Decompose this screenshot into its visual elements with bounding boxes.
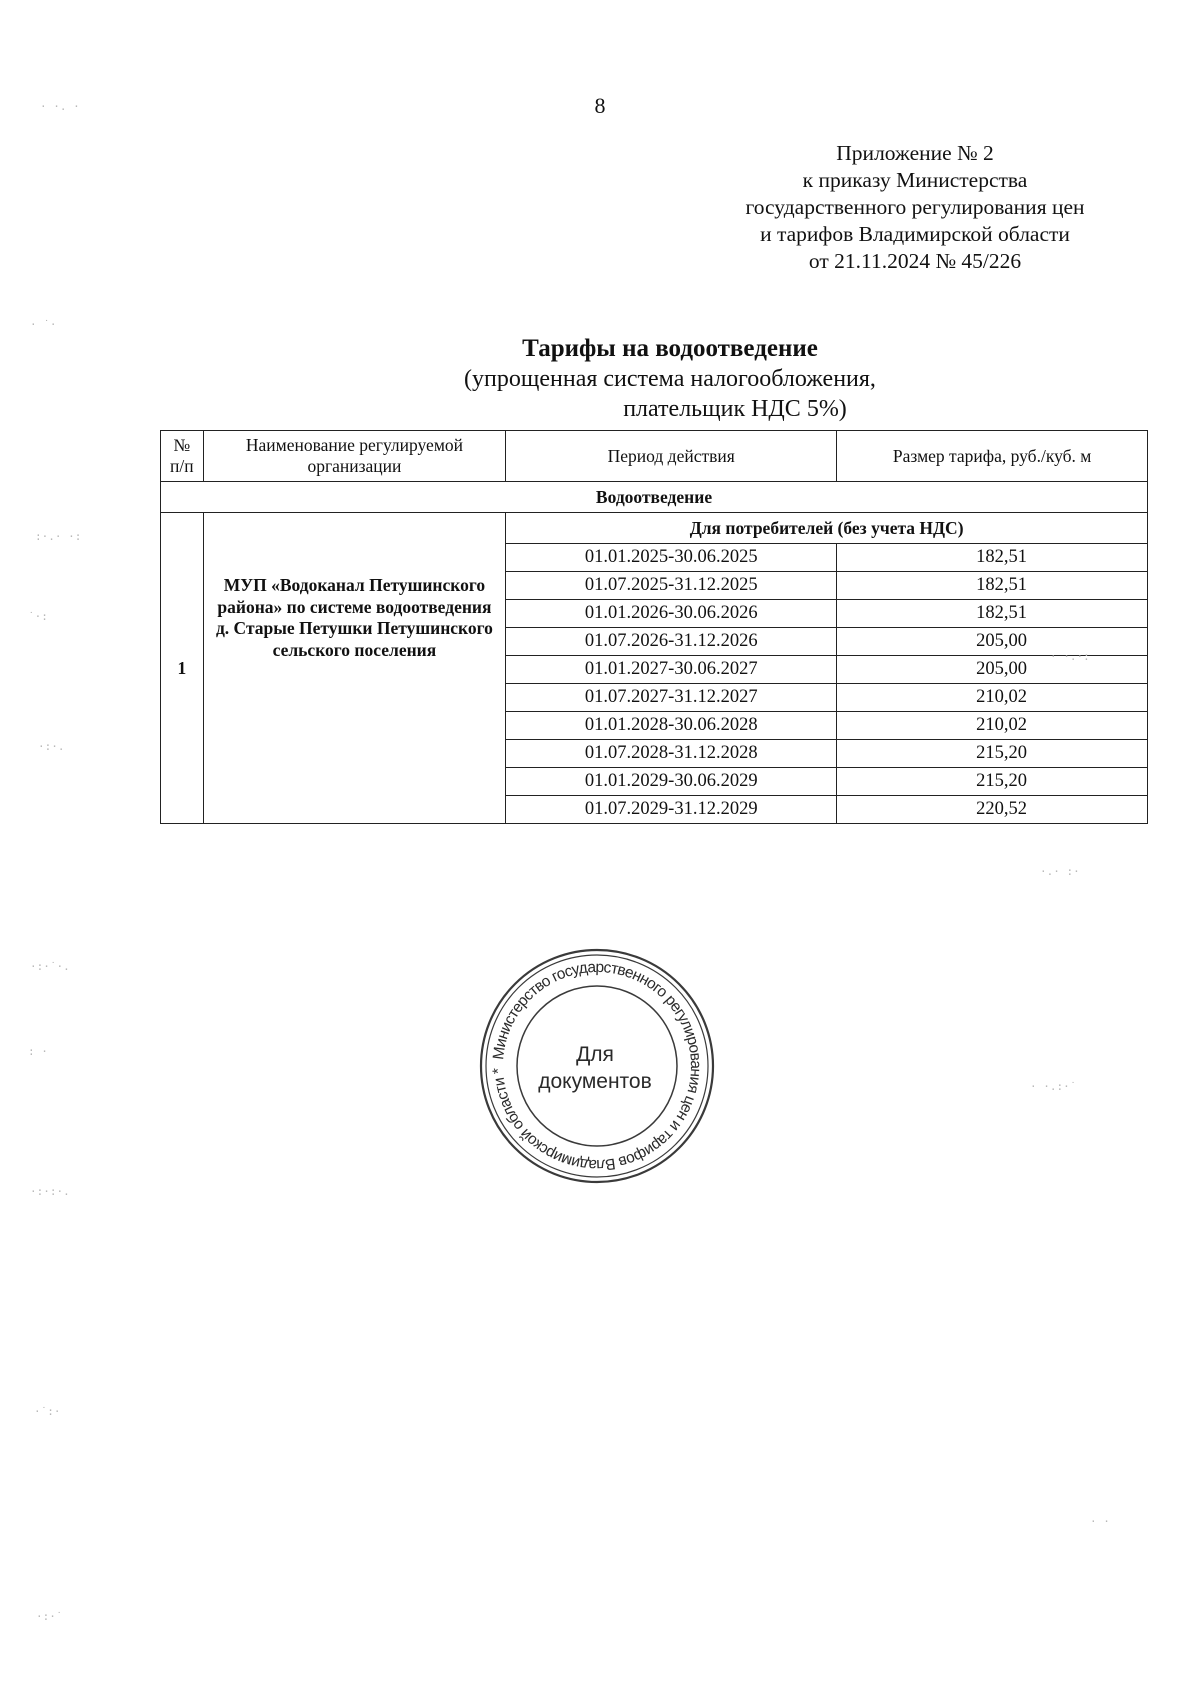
scan-speck: · · xyxy=(1090,1515,1110,1528)
appendix-line: государственного регулирования цен xyxy=(745,195,1085,219)
tariff-cell: 182,51 xyxy=(837,600,1148,628)
period-cell: 01.01.2029-30.06.2029 xyxy=(506,768,837,796)
scan-speck: ·:·:·. xyxy=(30,1185,70,1198)
tariff-table xyxy=(160,430,1148,824)
scan-speck: · ·. · xyxy=(40,100,80,113)
subheader-row xyxy=(161,513,1148,544)
official-seal xyxy=(477,946,717,1186)
header-number: № п/п xyxy=(161,431,204,482)
header-tariff: Размер тарифа, руб./куб. м xyxy=(837,431,1148,482)
header-organization: Наименование регулируемой организации xyxy=(203,431,506,482)
scan-speck: ·˙:· xyxy=(34,1405,61,1418)
row-number: 1 xyxy=(161,513,204,824)
period-cell: 01.07.2027-31.12.2027 xyxy=(506,684,837,712)
organization-name: МУП «Водоканал Петушинского района» по системе водоотведения д. Старые Петушки Петушинского сельского поселения xyxy=(203,513,506,824)
scan-speck: ·.· :· xyxy=(1040,865,1080,878)
document-subtitle-line-1: (упрощенная система налогообложения, xyxy=(464,366,876,392)
appendix-line: Приложение № 2 xyxy=(836,141,994,165)
tariff-cell: 205,00 xyxy=(837,656,1148,684)
tariff-cell: 210,02 xyxy=(837,684,1148,712)
scan-speck: · ·.:·˙ xyxy=(1030,1080,1077,1093)
consumer-subheader: Для потребителей (без учета НДС) xyxy=(506,513,1148,544)
tariff-cell: 215,20 xyxy=(837,740,1148,768)
seal-ring-text-path: Министерство государственного регулирования цен и тарифов Владимирской области * xyxy=(489,958,705,1174)
tariff-cell: 215,20 xyxy=(837,768,1148,796)
appendix-reference xyxy=(700,140,1130,275)
tariff-cell: 205,00 xyxy=(837,628,1148,656)
period-cell: 01.07.2028-31.12.2028 xyxy=(506,740,837,768)
scan-speck: ·:·˙·. xyxy=(30,960,70,973)
section-title: Водоотведение xyxy=(161,482,1148,513)
scan-speck: : · xyxy=(28,1045,48,1058)
scan-speck: ·:·. xyxy=(38,740,65,753)
appendix-line: к приказу Министерства xyxy=(802,168,1028,192)
period-cell: 01.07.2029-31.12.2029 xyxy=(506,796,837,824)
scan-speck: ·:·˙ xyxy=(36,1610,63,1623)
document-title-block xyxy=(290,334,1050,424)
page-number: 8 xyxy=(594,93,606,118)
period-cell: 01.01.2025-30.06.2025 xyxy=(506,544,837,572)
document-subtitle-line-2: плательщик НДС 5%) xyxy=(623,396,847,422)
tariff-cell: 220,52 xyxy=(837,796,1148,824)
table-header-row xyxy=(161,431,1148,482)
tariff-cell: 182,51 xyxy=(837,572,1148,600)
seal-center-line-2: документов xyxy=(538,1070,652,1093)
tariff-cell: 182,51 xyxy=(837,544,1148,572)
period-cell: 01.01.2028-30.06.2028 xyxy=(506,712,837,740)
scan-speck: · ˙· xyxy=(30,318,57,331)
seal-outer-ring xyxy=(481,950,713,1182)
appendix-line: от 21.11.2024 № 45/226 xyxy=(808,249,1022,273)
section-row xyxy=(161,482,1148,513)
appendix-line: и тарифов Владимирской области xyxy=(760,222,1070,246)
scan-speck: ˙·: xyxy=(28,610,48,623)
seal-inner-ring xyxy=(517,986,677,1146)
seal-second-ring xyxy=(486,955,708,1177)
scan-speck: · ·.·: xyxy=(1050,650,1090,663)
header-period: Период действия xyxy=(506,431,837,482)
document-title: Тарифы на водоотведение xyxy=(522,335,818,362)
period-cell: 01.07.2026-31.12.2026 xyxy=(506,628,837,656)
tariff-cell: 210,02 xyxy=(837,712,1148,740)
seal-center-line-1: Для xyxy=(576,1043,614,1066)
scan-speck: :·.· ·: xyxy=(35,530,82,543)
period-cell: 01.01.2026-30.06.2026 xyxy=(506,600,837,628)
period-cell: 01.07.2025-31.12.2025 xyxy=(506,572,837,600)
period-cell: 01.01.2027-30.06.2027 xyxy=(506,656,837,684)
